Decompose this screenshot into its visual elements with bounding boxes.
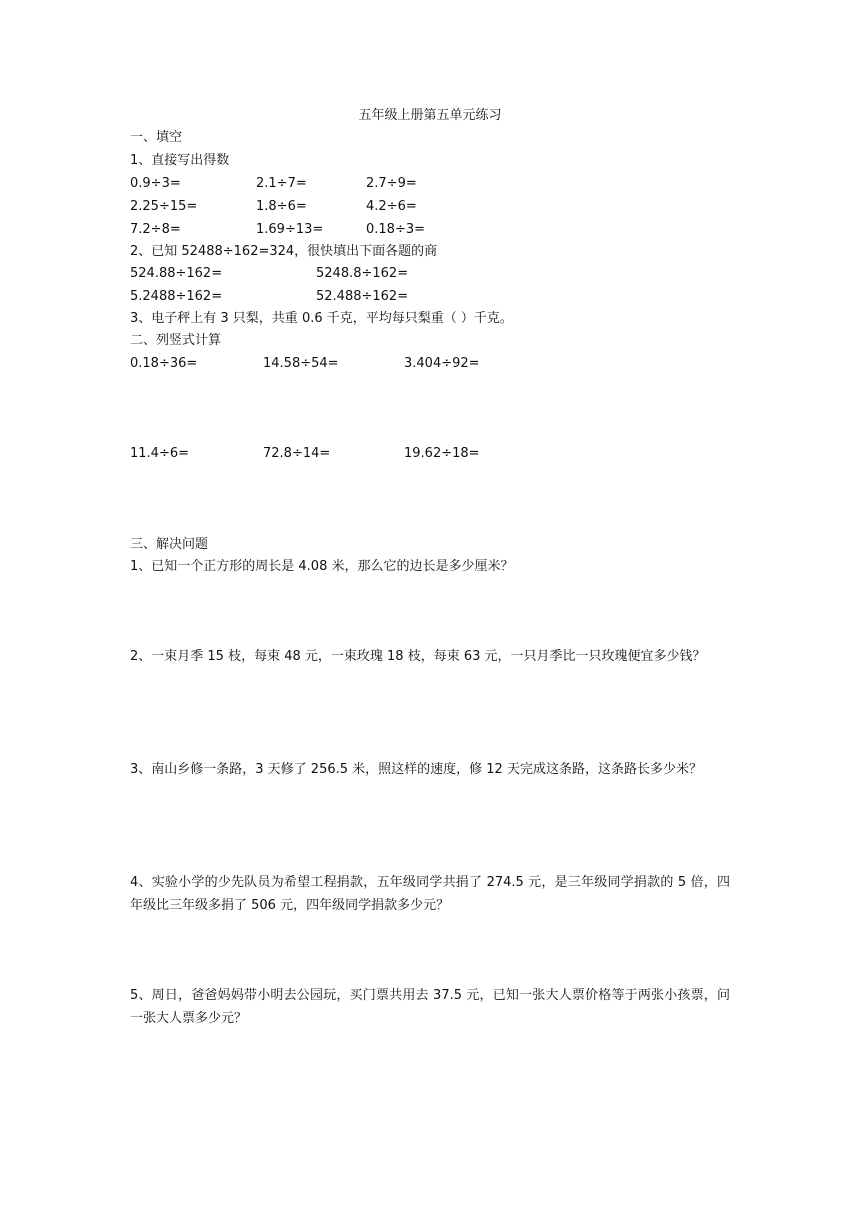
calc-item: 14.58÷54=: [263, 356, 339, 371]
direct-answer-row: [0, 219, 860, 241]
calc-item: 3.404÷92=: [404, 356, 480, 371]
arithmetic-item: 2.1÷7=: [256, 176, 307, 191]
section-heading-fill-in: 一、填空: [130, 130, 183, 145]
arithmetic-item: 0.18÷3=: [366, 222, 426, 237]
word-problem: 1、已知一个正方形的周长是 4.08 米，那么它的边长是多少厘米？: [130, 559, 514, 574]
arithmetic-item: 5248.8÷162=: [316, 266, 409, 281]
arithmetic-item: 2.7÷9=: [366, 176, 417, 191]
arithmetic-item: 524.88÷162=: [130, 266, 223, 281]
vertical-calc-row: [0, 443, 860, 465]
arithmetic-item: 1.8÷6=: [256, 199, 307, 214]
question-label-known-quotient: 2、已知 52488÷162=324，很快填出下面各题的商: [130, 244, 438, 259]
question-label-direct-answer: 1、直接写出得数: [130, 153, 230, 168]
calc-item: 72.8÷14=: [263, 446, 331, 461]
quotient-row: [0, 286, 860, 308]
quotient-row: [0, 263, 860, 285]
arithmetic-item: 0.9÷3=: [130, 176, 181, 191]
arithmetic-item: 52.488÷162=: [316, 289, 409, 304]
calc-item: 11.4÷6=: [130, 446, 190, 461]
word-problem: 4、实验小学的少先队员为希望工程捐款，五年级同学共捐了 274.5 元，是三年级同学捐款的 5 倍，四年级比三年级多捐了 506 元，四年级同学捐款多少元？: [130, 875, 730, 913]
arithmetic-item: 5.2488÷162=: [130, 289, 223, 304]
word-problem: 3、南山乡修一条路，3 天修了 256.5 米，照这样的速度，修 12 天完成这条路，这条路长多少米？: [130, 762, 702, 777]
arithmetic-item: 4.2÷6=: [366, 199, 417, 214]
word-problem: 2、一束月季 15 枝，每束 48 元，一束玫瑰 18 枝，每束 63 元，一只月季比一只玫瑰便宜多少钱？: [130, 649, 706, 664]
direct-answer-row: [0, 196, 860, 218]
section-heading-problem-solving: 三、解决问题: [130, 537, 209, 552]
calc-item: 0.18÷36=: [130, 356, 198, 371]
word-problem: 5、周日，爸爸妈妈带小明去公园玩，买门票共用去 37.5 元，已知一张大人票价格等于两张小孩票，问一张大人票多少元？: [130, 988, 730, 1026]
arithmetic-item: 7.2÷8=: [130, 222, 181, 237]
question-pear-weight: 3、电子秤上有 3 只梨，共重 0.6 千克，平均每只梨重（ ）千克。: [130, 311, 513, 326]
direct-answer-row: [0, 173, 860, 195]
calc-item: 19.62÷18=: [404, 446, 480, 461]
section-heading-vertical-calculation: 二、列竖式计算: [130, 333, 222, 348]
arithmetic-item: 2.25÷15=: [130, 199, 198, 214]
page-title: 五年级上册第五单元练习: [358, 108, 502, 123]
vertical-calc-row: [0, 353, 860, 375]
arithmetic-item: 1.69÷13=: [256, 222, 324, 237]
